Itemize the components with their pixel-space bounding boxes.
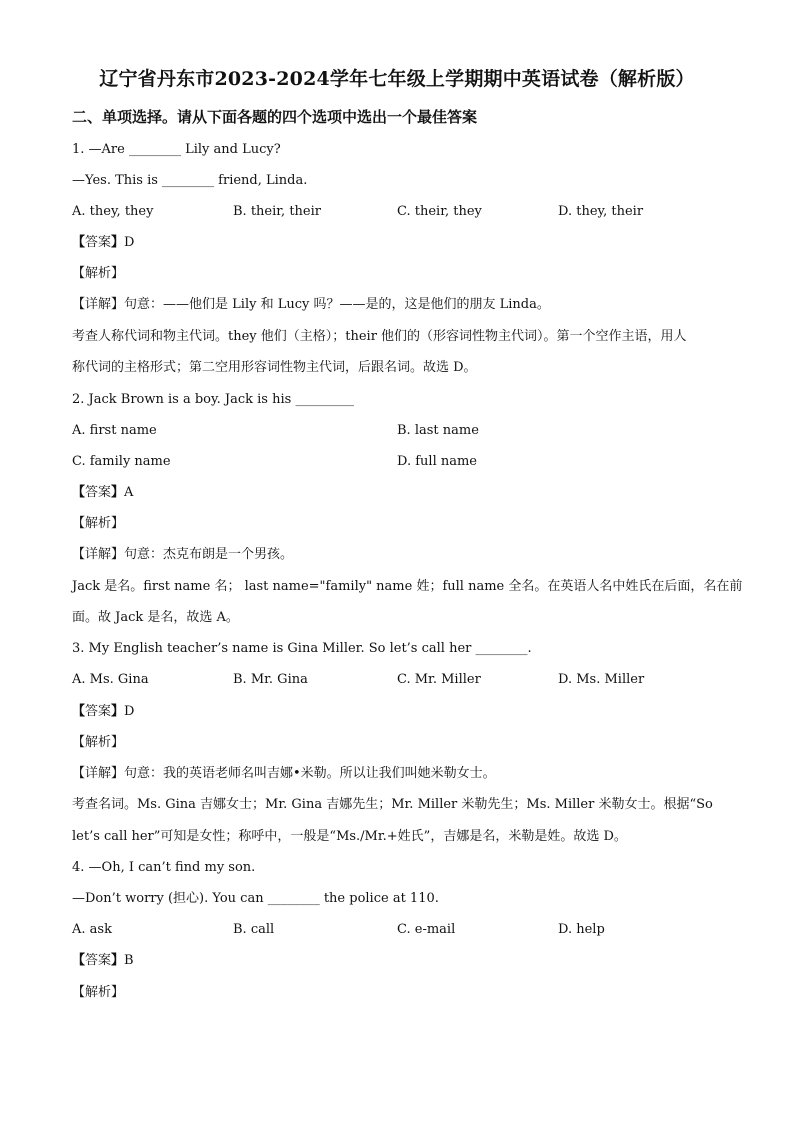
q4-stem-line2: —Don’t worry (担心). You can ________ the police at 110.: [72, 891, 439, 906]
q3-answer-value: D: [124, 704, 135, 719]
q3-answer: 【答案】D: [72, 704, 135, 719]
q4-option-c: C. e-mail: [397, 922, 456, 937]
q1-option-c: C. their, they: [397, 204, 482, 219]
q2-explanation-line1: Jack 是名。first name 名； last name="family" name 姓；full name 全名。在英语人名中姓氏在后面，名在前: [72, 579, 743, 594]
q2-option-c: C. family name: [72, 454, 171, 469]
q2-option-d: D. full name: [397, 454, 477, 469]
q2-stem-line1: 2. Jack Brown is a boy. Jack is his _________: [72, 392, 354, 407]
section-heading: 二、单项选择。请从下面各题的四个选项中选出一个最佳答案: [72, 108, 478, 126]
page-title: 辽宁省丹东市2023-2024学年七年级上学期期中英语试卷（解析版）: [99, 68, 695, 90]
q2-answer: 【答案】A: [72, 485, 134, 500]
q1-detail: 【详解】句意：——他们是 Lily 和 Lucy 吗？——是的，这是他们的朋友 Linda。: [72, 297, 550, 312]
q1-analysis-label: 【解析】: [72, 266, 125, 281]
q4-analysis-label: 【解析】: [72, 985, 125, 1000]
q1-option-d: D. they, their: [558, 204, 644, 219]
q4-stem-line1: 4. —Oh, I can’t find my son.: [72, 860, 256, 875]
q3-stem-line1: 3. My English teacher’s name is Gina Miller. So let’s call her ________.: [72, 641, 532, 656]
q4-answer-value: B: [124, 953, 134, 968]
q2-option-b: B. last name: [397, 423, 479, 438]
q1-option-a: A. they, they: [72, 204, 154, 219]
q3-detail: 【详解】句意：我的英语老师名叫吉娜•米勒。所以让我们叫她米勒女士。: [72, 766, 496, 781]
q1-explanation-line2: 称代词的主格形式；第二空用形容词性物主代词，后跟名词。故选 D。: [72, 360, 477, 375]
q3-option-c: C. Mr. Miller: [397, 672, 481, 687]
q2-option-a: A. first name: [72, 423, 157, 438]
q3-option-a: A. Ms. Gina: [72, 672, 149, 687]
q2-detail: 【详解】句意：杰克布朗是一个男孩。: [72, 547, 294, 562]
q1-stem-line2: —Yes. This is ________ friend, Linda.: [72, 173, 308, 188]
q3-explanation-line1: 考查名词。Ms. Gina 吉娜女士；Mr. Gina 吉娜先生；Mr. Miller 米勒先生；Ms. Miller 米勒女士。根据“So: [72, 797, 713, 812]
q4-option-d: D. help: [558, 922, 605, 937]
q2-explanation-line2: 面。故 Jack 是名，故选 A。: [72, 610, 239, 625]
q4-option-b: B. call: [233, 922, 275, 937]
q1-explanation-line1: 考查人称代词和物主代词。they 他们（主格）；their 他们的（形容词性物主代词）。第一个空作主语，用人: [72, 329, 687, 344]
q2-answer-value: A: [124, 485, 134, 500]
q1-stem-line1: 1. —Are ________ Lily and Lucy?: [72, 142, 281, 157]
q2-detail-text: 句意：杰克布朗是一个男孩。: [124, 547, 294, 562]
q4-option-a: A. ask: [72, 922, 112, 937]
q3-detail-text: 句意：我的英语老师名叫吉娜•米勒。所以让我们叫她米勒女士。: [124, 766, 496, 781]
q1-option-b: B. their, their: [233, 204, 321, 219]
q1-detail-text: 句意：——他们是 Lily 和 Lucy 吗？——是的，这是他们的朋友 Linda。: [124, 297, 550, 312]
q2-analysis-label: 【解析】: [72, 516, 125, 531]
q3-explanation-line2: let’s call her”可知是女性；称呼中，一般是“Ms./Mr.+姓氏”，吉娜是名，米勒是姓。故选 D。: [72, 829, 627, 844]
q3-option-d: D. Ms. Miller: [558, 672, 645, 687]
q4-answer: 【答案】B: [72, 953, 134, 968]
q3-analysis-label: 【解析】: [72, 735, 125, 750]
q1-answer: 【答案】D: [72, 235, 135, 250]
q1-answer-value: D: [124, 235, 135, 250]
q3-option-b: B. Mr. Gina: [233, 672, 308, 687]
